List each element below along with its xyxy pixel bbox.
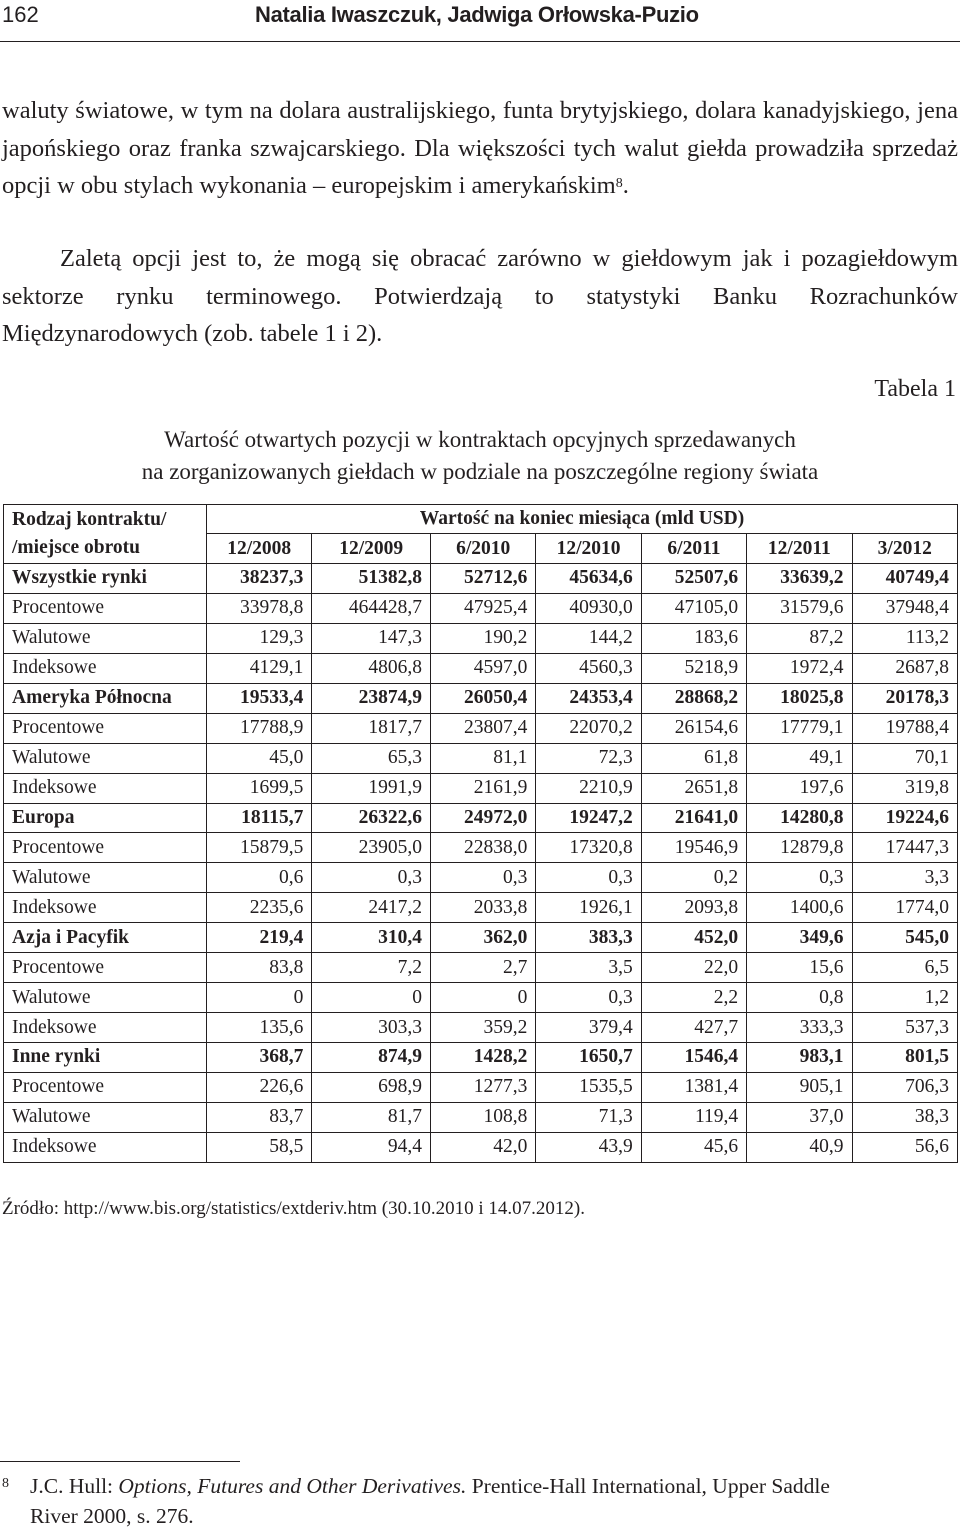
table-cell: 333,3 [747, 1013, 852, 1043]
table-cell: 22,0 [641, 953, 746, 983]
table-cell: 19533,4 [207, 683, 312, 713]
table-cell: 12879,8 [747, 833, 852, 863]
table-cell: 4560,3 [536, 653, 641, 683]
table-cell: 52712,6 [431, 564, 536, 594]
table-cell: 2093,8 [641, 893, 746, 923]
table-row [4, 893, 958, 923]
table-row [4, 833, 958, 863]
table-cell: 135,6 [207, 1013, 312, 1043]
table-cell: 874,9 [312, 1043, 431, 1073]
table-cell: 22838,0 [431, 833, 536, 863]
table-cell: 698,9 [312, 1072, 431, 1102]
table-cell: 1381,4 [641, 1072, 746, 1102]
table-row [4, 773, 958, 803]
table-cell: 87,2 [747, 623, 852, 653]
table-cell: 47925,4 [431, 593, 536, 623]
paragraph-1 [2, 92, 958, 205]
row-header-cell [4, 505, 207, 564]
table-cell: 319,8 [852, 773, 957, 803]
table-row [4, 1013, 958, 1043]
table-row-region [4, 803, 958, 833]
table-row [4, 983, 958, 1013]
table-cell: 18025,8 [747, 683, 852, 713]
header-rule [0, 41, 960, 42]
table-cell: 40930,0 [536, 593, 641, 623]
table-caption-line-2: na zorganizowanych giełdach w podziale na poszczególne regiony świata [141, 458, 819, 484]
table-cell: 2235,6 [207, 893, 312, 923]
paragraph-1-end: . [622, 172, 629, 200]
table-cell: 0 [431, 983, 536, 1013]
table-row-region [4, 683, 958, 713]
period-header: 6/2010 [431, 534, 536, 564]
table-cell: 24353,4 [536, 683, 641, 713]
row-label: Azja i Pacyfik [4, 923, 207, 953]
paragraph-1-text: waluty światowe, w tym na dolara australijskiego, funta brytyjskiego, dolara kanadyjskiego, jena japońskiego oraz franka szwajcarskiego. Dla większości tych walut giełda prowadziła sprzedaż opcji w obu stylach wykonania – europejskim i amerykańskim [2, 97, 958, 200]
table-cell: 144,2 [536, 623, 641, 653]
table-cell: 72,3 [536, 743, 641, 773]
table-row [4, 653, 958, 683]
table-row [4, 953, 958, 983]
table-cell: 0,2 [641, 863, 746, 893]
table-cell: 17320,8 [536, 833, 641, 863]
row-label: Procentowe [4, 713, 207, 743]
table-cell: 1277,3 [431, 1072, 536, 1102]
table-cell: 108,8 [431, 1102, 536, 1132]
row-header-line-2: /miejsce obrotu [12, 537, 140, 558]
table-cell: 1535,5 [536, 1072, 641, 1102]
table-row-region [4, 923, 958, 953]
table-cell: 362,0 [431, 923, 536, 953]
table-cell: 310,4 [312, 923, 431, 953]
table-cell: 14280,8 [747, 803, 852, 833]
row-label: Indeksowe [4, 653, 207, 683]
table-row [4, 1132, 958, 1162]
table-caption [0, 424, 960, 487]
table-cell: 20178,3 [852, 683, 957, 713]
footnote-publisher-2: River 2000, s. 276. [30, 1504, 194, 1528]
table-cell: 1546,4 [641, 1043, 746, 1073]
table-cell: 545,0 [852, 923, 957, 953]
table-row [4, 1102, 958, 1132]
paragraph-2-text: Zaletą opcji jest to, że mogą się obracać zarówno w giełdowym jak i pozagiełdowym sektorze rynku terminowego. Potwierdzają to statystyki Banku Rozrachunków Międzynarodowych (zob. tabele 1 i 2). [2, 245, 958, 348]
table-cell: 61,8 [641, 743, 746, 773]
row-label: Procentowe [4, 1072, 207, 1102]
table-cell: 119,4 [641, 1102, 746, 1132]
table-row [4, 593, 958, 623]
table-source: Źródło: http://www.bis.org/statistics/extderiv.htm (30.10.2010 i 14.07.2012). [2, 1198, 585, 1219]
row-label: Walutowe [4, 983, 207, 1013]
row-header-line-1: Rodzaj kontraktu/ [12, 509, 167, 530]
page-number: 162 [2, 2, 39, 27]
table-cell: 6,5 [852, 953, 957, 983]
table-cell: 226,6 [207, 1072, 312, 1102]
table-cell: 31579,6 [747, 593, 852, 623]
footnote-reference[interactable]: 8 [615, 176, 623, 192]
row-label: Inne rynki [4, 1043, 207, 1073]
table-cell: 0,3 [536, 863, 641, 893]
table-cell: 58,5 [207, 1132, 312, 1162]
row-label: Procentowe [4, 593, 207, 623]
table-cell: 1926,1 [536, 893, 641, 923]
table-cell: 983,1 [747, 1043, 852, 1073]
table-cell: 2,2 [641, 983, 746, 1013]
table-cell: 113,2 [852, 623, 957, 653]
table-caption-line-1: Wartość otwartych pozycji w kontraktach opcyjnych sprzedawanych [164, 427, 796, 452]
table-row [4, 623, 958, 653]
table-cell: 427,7 [641, 1013, 746, 1043]
table-cell: 0,3 [747, 863, 852, 893]
table-cell: 42,0 [431, 1132, 536, 1162]
row-label: Indeksowe [4, 773, 207, 803]
table-cell: 21641,0 [641, 803, 746, 833]
table-cell: 22070,2 [536, 713, 641, 743]
table-cell: 45634,6 [536, 564, 641, 594]
table-cell: 1774,0 [852, 893, 957, 923]
table-cell: 37948,4 [852, 593, 957, 623]
table-cell: 24972,0 [431, 803, 536, 833]
table-cell: 23905,0 [312, 833, 431, 863]
table-cell: 45,0 [207, 743, 312, 773]
table-cell: 303,3 [312, 1013, 431, 1043]
row-label: Wszystkie rynki [4, 564, 207, 594]
table-label: Tabela 1 [874, 376, 956, 402]
period-header: 12/2010 [536, 534, 641, 564]
table-cell: 452,0 [641, 923, 746, 953]
table-cell: 28868,2 [641, 683, 746, 713]
table-cell: 190,2 [431, 623, 536, 653]
table-cell: 2417,2 [312, 893, 431, 923]
page-header [0, 0, 960, 42]
period-header: 3/2012 [852, 534, 957, 564]
table-cell: 23874,9 [312, 683, 431, 713]
paragraph-2 [2, 240, 958, 353]
group-header: Wartość na koniec miesiąca (mld USD) [207, 505, 958, 534]
table-body [4, 564, 958, 1163]
table-cell: 4806,8 [312, 653, 431, 683]
period-header: 6/2011 [641, 534, 746, 564]
table-cell: 26322,6 [312, 803, 431, 833]
table-cell: 5218,9 [641, 653, 746, 683]
table-cell: 15,6 [747, 953, 852, 983]
table-cell: 0,3 [536, 983, 641, 1013]
table-cell: 2687,8 [852, 653, 957, 683]
period-header: 12/2009 [312, 534, 431, 564]
table-cell: 197,6 [747, 773, 852, 803]
table-row [4, 743, 958, 773]
table-cell: 0,6 [207, 863, 312, 893]
table-cell: 1400,6 [747, 893, 852, 923]
table-cell: 4597,0 [431, 653, 536, 683]
table-cell: 1,2 [852, 983, 957, 1013]
table-cell: 219,4 [207, 923, 312, 953]
row-label: Indeksowe [4, 1013, 207, 1043]
table-cell: 52507,6 [641, 564, 746, 594]
table-cell: 1428,2 [431, 1043, 536, 1073]
table-cell: 70,1 [852, 743, 957, 773]
table-cell: 83,7 [207, 1102, 312, 1132]
table-row [4, 1072, 958, 1102]
table-cell: 905,1 [747, 1072, 852, 1102]
table-cell: 1991,9 [312, 773, 431, 803]
table-cell: 0,8 [747, 983, 852, 1013]
table-row [4, 713, 958, 743]
row-label: Procentowe [4, 833, 207, 863]
period-header: 12/2008 [207, 534, 312, 564]
footnote-line-1 [30, 1471, 958, 1501]
table-row-region [4, 1043, 958, 1073]
table-cell: 37,0 [747, 1102, 852, 1132]
table-cell: 7,2 [312, 953, 431, 983]
row-label: Walutowe [4, 1102, 207, 1132]
table-cell: 33639,2 [747, 564, 852, 594]
table-cell: 43,9 [536, 1132, 641, 1162]
table-cell: 15879,5 [207, 833, 312, 863]
table-cell: 349,6 [747, 923, 852, 953]
table-cell: 40749,4 [852, 564, 957, 594]
table-cell: 3,3 [852, 863, 957, 893]
table-cell: 38,3 [852, 1102, 957, 1132]
table-cell: 19224,6 [852, 803, 957, 833]
table-cell: 2033,8 [431, 893, 536, 923]
data-table [3, 504, 958, 1163]
table-cell: 19546,9 [641, 833, 746, 863]
table-cell: 81,1 [431, 743, 536, 773]
table-cell: 47105,0 [641, 593, 746, 623]
table-cell: 1699,5 [207, 773, 312, 803]
table-row-region [4, 564, 958, 594]
table-cell: 83,8 [207, 953, 312, 983]
table-cell: 801,5 [852, 1043, 957, 1073]
footnote-title: Options, Futures and Other Derivatives. [118, 1474, 467, 1498]
footnote-number: 8 [2, 1476, 9, 1491]
footnote-author: J.C. Hull: [30, 1474, 119, 1498]
table-cell: 19788,4 [852, 713, 957, 743]
table-cell: 19247,2 [536, 803, 641, 833]
table-cell: 51382,8 [312, 564, 431, 594]
table-cell: 1972,4 [747, 653, 852, 683]
table-cell: 45,6 [641, 1132, 746, 1162]
table-cell: 1650,7 [536, 1043, 641, 1073]
table-cell: 0 [312, 983, 431, 1013]
table-cell: 94,4 [312, 1132, 431, 1162]
row-label: Procentowe [4, 953, 207, 983]
table-cell: 49,1 [747, 743, 852, 773]
table-cell: 2161,9 [431, 773, 536, 803]
table-cell: 18115,7 [207, 803, 312, 833]
table-cell: 3,5 [536, 953, 641, 983]
table-cell: 81,7 [312, 1102, 431, 1132]
table-cell: 0,3 [312, 863, 431, 893]
table-cell: 26050,4 [431, 683, 536, 713]
table-cell: 183,6 [641, 623, 746, 653]
table-row [4, 863, 958, 893]
row-label: Indeksowe [4, 1132, 207, 1162]
table-cell: 17779,1 [747, 713, 852, 743]
table-cell: 1817,7 [312, 713, 431, 743]
table-cell: 56,6 [852, 1132, 957, 1162]
row-label: Europa [4, 803, 207, 833]
table-cell: 23807,4 [431, 713, 536, 743]
running-head-authors: Natalia Iwaszczuk, Jadwiga Orłowska-Puzio [255, 2, 699, 27]
table-cell: 383,3 [536, 923, 641, 953]
table-cell: 2210,9 [536, 773, 641, 803]
row-label: Indeksowe [4, 893, 207, 923]
table-cell: 706,3 [852, 1072, 957, 1102]
table-cell: 65,3 [312, 743, 431, 773]
table-cell: 40,9 [747, 1132, 852, 1162]
row-label: Walutowe [4, 863, 207, 893]
row-label: Walutowe [4, 623, 207, 653]
table-cell: 464428,7 [312, 593, 431, 623]
row-label: Ameryka Północna [4, 683, 207, 713]
table-cell: 71,3 [536, 1102, 641, 1132]
table-cell: 359,2 [431, 1013, 536, 1043]
footnote-rule [0, 1461, 240, 1462]
table-cell: 379,4 [536, 1013, 641, 1043]
table-cell: 26154,6 [641, 713, 746, 743]
footnote-publisher-1: Prentice-Hall International, Upper Saddle [466, 1474, 830, 1498]
table-cell: 4129,1 [207, 653, 312, 683]
table-cell: 0,3 [431, 863, 536, 893]
table-cell: 537,3 [852, 1013, 957, 1043]
table-cell: 147,3 [312, 623, 431, 653]
row-label: Walutowe [4, 743, 207, 773]
table-cell: 2651,8 [641, 773, 746, 803]
table-cell: 17447,3 [852, 833, 957, 863]
table-cell: 0 [207, 983, 312, 1013]
table-cell: 38237,3 [207, 564, 312, 594]
period-header: 12/2011 [747, 534, 852, 564]
table-cell: 2,7 [431, 953, 536, 983]
table-cell: 368,7 [207, 1043, 312, 1073]
table-cell: 17788,9 [207, 713, 312, 743]
table-cell: 129,3 [207, 623, 312, 653]
table-cell: 33978,8 [207, 593, 312, 623]
